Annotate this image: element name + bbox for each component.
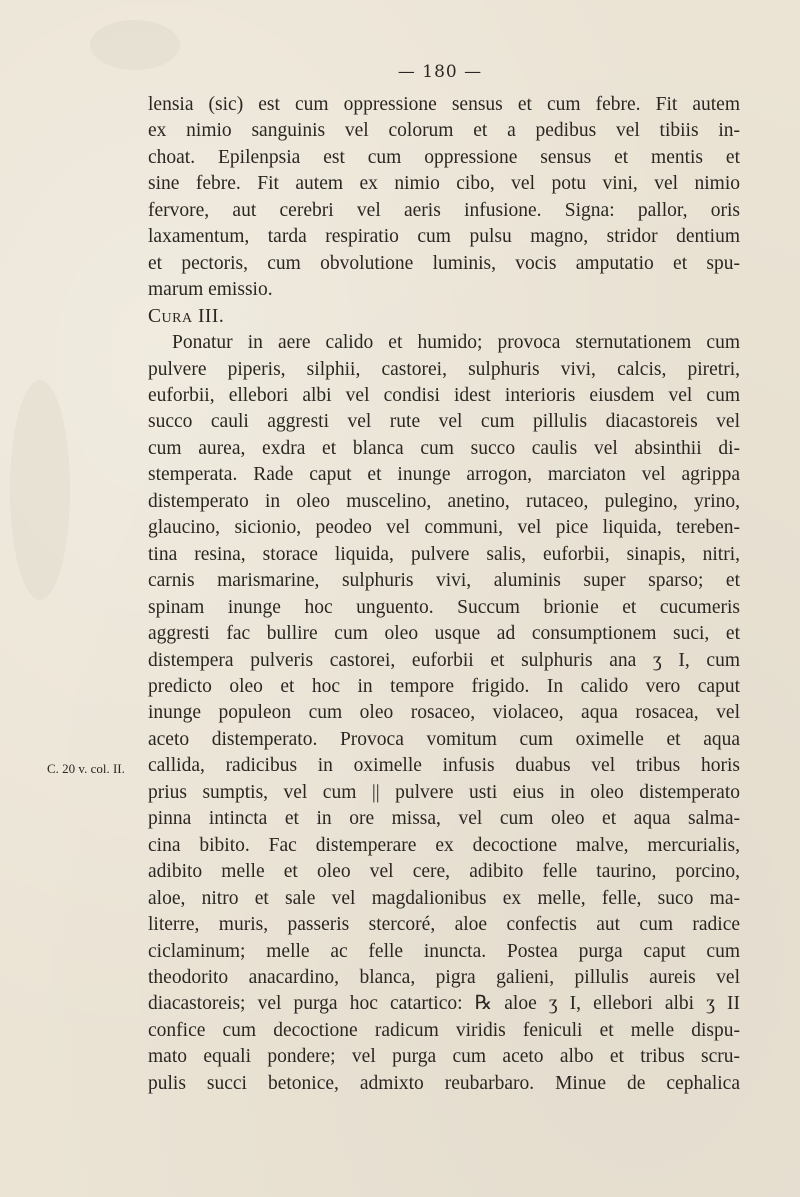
text-line: stemperata. Rade caput et inunge arrogon, marciaton vel agrippa [148,464,740,486]
text-line: cina bibito. Fac distemperare ex decoctione malve, mercurialis, [148,834,740,856]
text-line: mato equali pondere; vel purga cum aceto albo et tribus scru- [148,1046,740,1068]
text-line: lensia (sic) est cum oppressione sensus et cum febre. Fit autem [148,94,740,115]
text-line: glaucino, sicionio, peodeo vel communi, vel pice liquida, tereben- [148,517,740,539]
text-line: confice cum decoctione radicum viridis feniculi et melle dispu- [148,1019,740,1041]
text-line: ciclaminum; melle ac felle inuncta. Postea purga caput cum [148,940,740,962]
text-line: pulvere piperis, silphii, castorei, sulphuris vivi, calcis, piretri, [148,358,740,380]
text-line: distemperato in oleo muscelino, anetino, rutaceo, pulegino, yrino, [148,490,740,512]
text-line: Ponatur in aere calido et humido; provoca sternutationem cum [172,332,740,354]
paper-stain [10,380,70,600]
text-line: theodorito anacardino, blanca, pigra galieni, pillulis aureis vel [148,966,740,988]
section-heading: Cura III. [148,305,225,327]
text-line: aloe, nitro et sale vel magdalionibus ex melle, felle, suco ma- [148,887,740,909]
page-number: — 180 — [397,62,483,82]
text-line: pinna intincta et in ore missa, vel cum oleo et aqua salma- [148,808,740,830]
text-line: diacastoreis; vel purga hoc catartico: ℞ aloe ʒ I, ellebori albi ʒ II [148,993,740,1015]
text-line: euforbii, ellebori albi vel condisi idest interioris eiusdem vel cum [148,384,740,406]
text-line: et pectoris, cum obvolutione luminis, vocis amputatio et spu- [148,252,740,274]
text-line: literre, muris, passeris stercoré, aloe confectis aut cum radice [148,914,740,936]
text-line: distempera pulveris castorei, euforbii et sulphuris ana ʒ I, cum [148,649,740,671]
text-line: cum aurea, exdra et blanca cum succo caulis vel absinthii di- [148,437,740,459]
text-line: callida, radicibus in oximelle infusis duabus vel tribus horis [148,755,740,777]
text-line: predicto oleo et hoc in tempore frigido. In calido vero caput [148,675,740,697]
text-line: aggresti fac bullire cum oleo usque ad consumptionem suci, et [148,623,740,645]
text-line: ex nimio sanguinis vel colorum et a pedibus vel tibiis in- [148,120,740,142]
text-line: prius sumptis, vel cum || pulvere usti eius in oleo distemperato [148,781,740,803]
text-line: aceto distemperato. Provoca vomitum cum oximelle et aqua [148,728,740,750]
text-line: inunge populeon cum oleo rosaceo, violaceo, aqua rosacea, vel [148,702,740,724]
text-line: succo cauli aggresti vel rute vel cum pillulis diacastoreis vel [148,411,740,433]
text-line: adibito melle et oleo vel cere, adibito felle taurino, porcino, [148,861,740,883]
body-text [148,92,740,1097]
text-line: choat. Epilenpsia est cum oppressione sensus et mentis et [148,146,740,168]
text-line: carnis marismarine, sulphuris vivi, aluminis super sparso; et [148,570,740,592]
text-line: sine febre. Fit autem ex nimio cibo, vel potu vini, vel nimio [148,173,740,195]
margin-note: C. 20 v. col. II. [47,761,125,776]
text-line: pulis succi betonice, admixto reubarbaro. Minue de cephalica [148,1072,740,1094]
text-line: laxamentum, tarda respiratio cum pulsu magno, stridor dentium [148,226,740,248]
text-line: marum emissio. [148,279,273,301]
text-line: fervore, aut cerebri vel aeris infusione. Signa: pallor, oris [148,199,740,221]
text-line: spinam inunge hoc unguento. Succum brionie et cucumeris [148,596,740,618]
text-line: tina resina, storace liquida, pulvere salis, euforbii, sinapis, nitri, [148,543,740,565]
